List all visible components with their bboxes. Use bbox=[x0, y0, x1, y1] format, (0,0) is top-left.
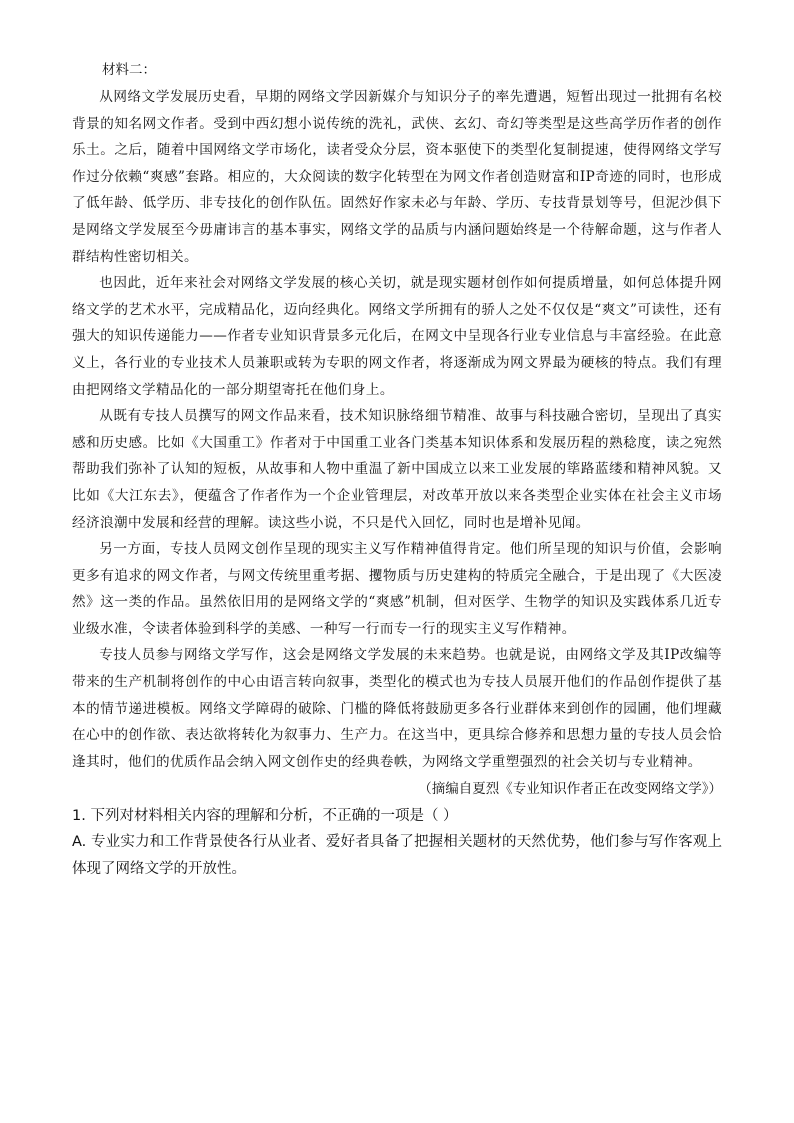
source-citation: （摘编自夏烈《专业知识作者正在改变网络文学》） bbox=[418, 781, 722, 798]
paragraph-3: 从既有专技人员撰写的网文作品来看，技术知识脉络细节精准、故事与科技融合密切，呈现出了真实感和历史感。比如《大国重工》作者对于中国重工业各门类基本知识体系和发展历程的熟稔度，读之宛然帮助我们弥补了认知的短板，从故事和人物中重温了新中国成立以来工业发展的筚路蓝缕和精神风貌。又比如《大江东去》，便蕴含了作者作为一个企业管理层，对改革开放以来各类型企业实体在社会主义市场经济浪潮中发展和经营的理解。读这些小说，不只是代入回忆，同时也是增补见闻。 bbox=[72, 408, 722, 531]
material-label: 材料二： bbox=[102, 62, 156, 78]
question-stem: 1. 下列对材料相关内容的理解和分析，不正确的一项是（ ） bbox=[72, 808, 458, 825]
paragraph-1: 从网络文学发展历史看，早期的网络文学因新媒介与知识分子的率先遭遇，短暂出现过一批拥有名校背景的知名网文作者。受到中西幻想小说传统的洗礼，武侠、玄幻、奇幻等类型是这些高学历作者的创作乐土。之后，随着中国网络文学市场化，读者受众分层，资本驱使下的类型化复制提速，使得网络文学写作过分依赖“爽感”套路。相应的，大众阅读的数字化转型在为网文作者创造财富和IP奇迹的同时，也形成了低年龄、低学历、非专技化的创作队伍。固然好作家未必与年龄、学历、专技背景划等号，但泥沙俱下是网络文学发展至今毋庸讳言的基本事实，网络文学的品质与内涵问题始终是一个待解命题，这与作者人群结构性密切相关。 bbox=[72, 89, 722, 265]
paragraph-5: 专技人员参与网络文学写作，这会是网络文学发展的未来趋势。也就是说，由网络文学及其IP改编等带来的生产机制将创作的中心由语言转向叙事，类型化的模式也为专技人员展开他们的作品创作提供了基本的情节递进模板。网络文学障碍的破除、门槛的降低将鼓励更多各行业群体来到创作的园圃，他们埋藏在心中的创作欲、表达欲将转化为叙事力、生产力。在这当中，更具综合修养和思想力量的专技人员会恰逢其时，他们的优质作品会纳入网文创作史的经典卷帙，为网络文学重塑强烈的社会关切与专业精神。 bbox=[72, 647, 722, 770]
option-a: A. 专业实力和工作背景使各行从业者、爱好者具备了把握相关题材的天然优势，他们参与写作客观上体现了网络文学的开放性。 bbox=[72, 834, 722, 878]
paragraph-4: 另一方面，专技人员网文创作呈现的现实主义写作精神值得肯定。他们所呈现的知识与价值，会影响更多有追求的网文作者，与网文传统里重考据、攫物质与历史建构的特质完全融合，于是出现了《大医凌然》这一类的作品。虽然依旧用的是网络文学的“爽感”机制，但对医学、生物学的知识及实践体系几近专业级水准，令读者体验到科学的美感、一种写一行而专一行的现实主义写作精神。 bbox=[72, 541, 722, 637]
reading-material bbox=[72, 60, 722, 883]
paragraph-2: 也因此，近年来社会对网络文学发展的核心关切，就是现实题材创作如何提质增量，如何总体提升网络文学的艺术水平，完成精品化，迈向经典化。网络文学所拥有的骄人之处不仅仅是“爽文”可读性，还有强大的知识传递能力——作者专业知识背景多元化后，在网文中呈现各行业专业信息与丰富经验。在此意义上，各行业的专业技术人员兼职或转为专职的网文作者，将逐渐成为网文界最为硬核的特点。我们有理由把网络文学精品化的一部分期望寄托在他们身上。 bbox=[72, 275, 722, 398]
